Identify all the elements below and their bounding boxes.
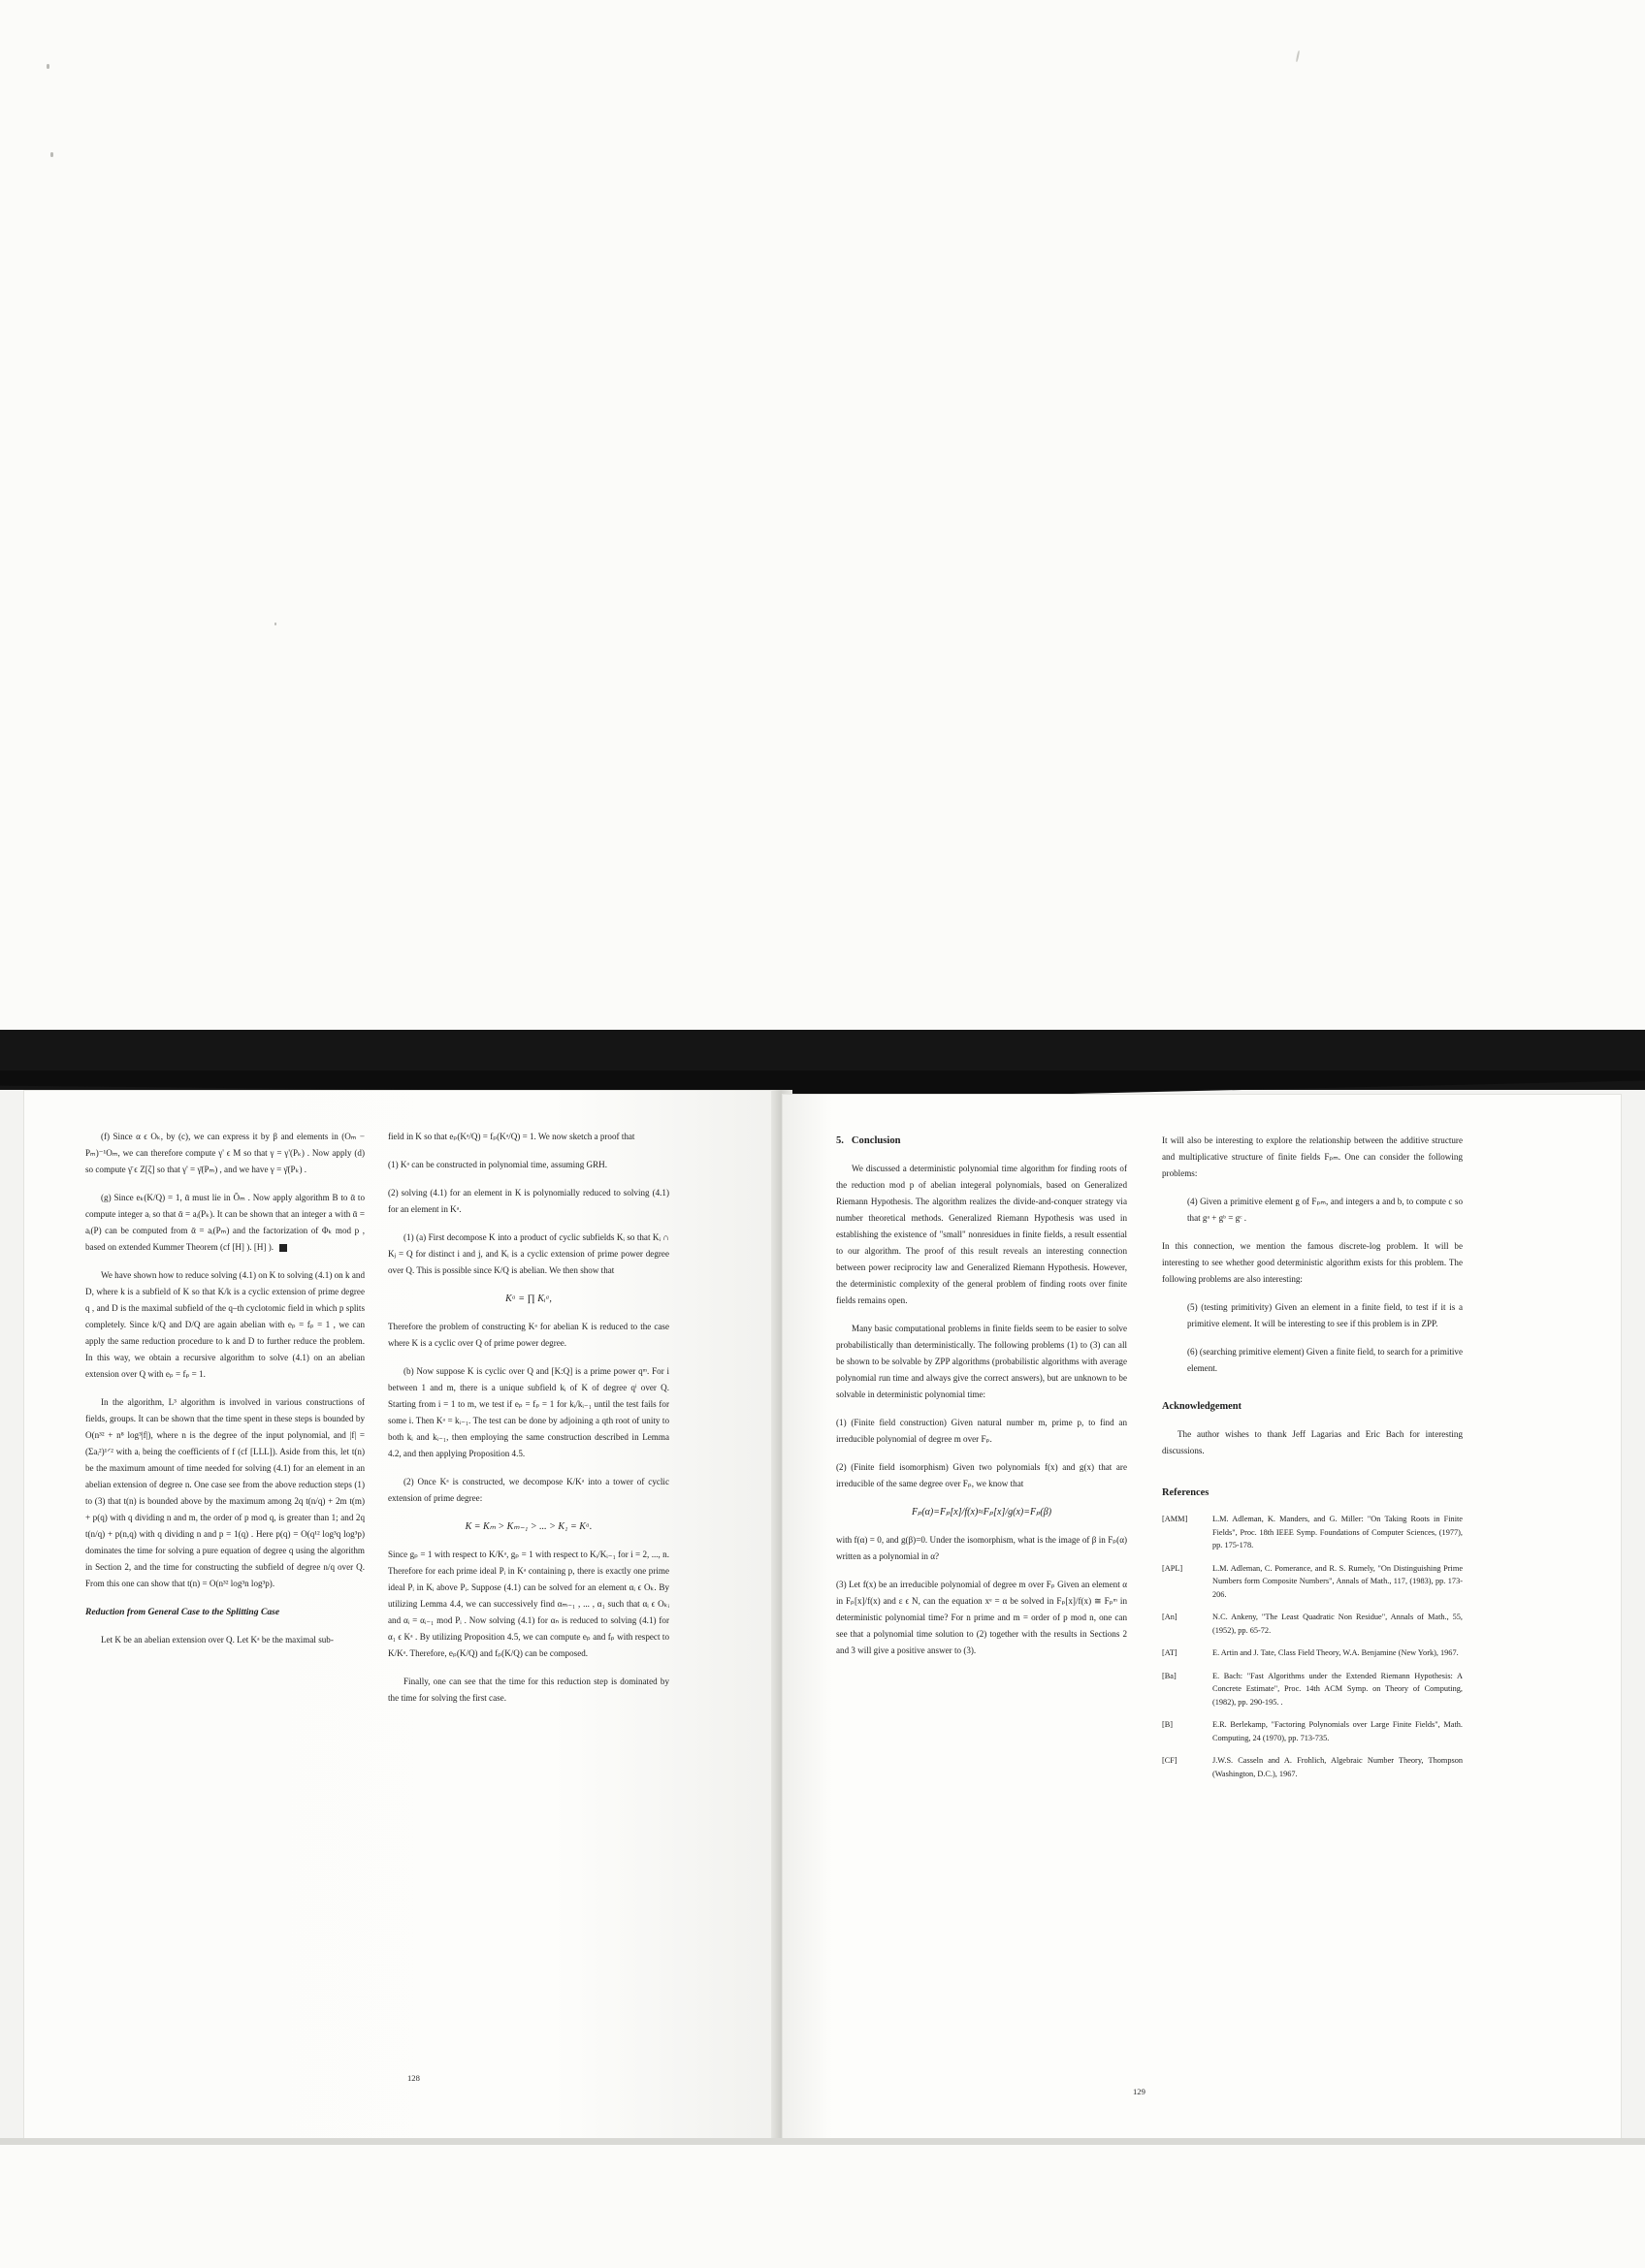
- references-heading: References: [1162, 1487, 1210, 1498]
- reference-text: E. Bach: "Fast Algorithms under the Extended Riemann Hypothesis: A Concrete Estimate", Proc. 14th ACM Symp. on Theory of Computing, (1982), pp. 290-195. .: [1212, 1671, 1463, 1707]
- reference-item: [1162, 1513, 1463, 1552]
- qed-square: [279, 1244, 287, 1252]
- problem-4: (4) Given a primitive element g of Fₚₘ, and integers a and b, to compute c so that gᵃ + gᵇ = gᶜ .: [1187, 1197, 1463, 1223]
- reference-list: [1162, 1513, 1463, 1780]
- paragraph-conclusion-1: We discussed a deterministic polynomial time algorithm for finding roots of the reduction mod p of abelian integeral polynomials, based on Generalized Riemann Hypothesis. The algorithm realizes the divide-and-conquer strategy via number theoretical methods. Generalized Riemann Hypothesis was used in establishing the existence of "small" nonresidues in finite fields, a result essential to our algorithm. The proof of this result reveals an interesting connection between power reciprocity law and Generalized Riemann Hypothesis. However, the deterministic complexity of the general problem of finding roots over finite fields remains open.: [836, 1164, 1127, 1305]
- folio-right: 129: [1133, 2087, 1145, 2096]
- acknowledgement-heading: Acknowledgement: [1162, 1401, 1242, 1412]
- paragraph-with-f-alpha: with f(α) = 0, and g(β)=0. Under the isomorphism, what is the image of β in Fₚ(α) written as a polynomial in α?: [836, 1535, 1127, 1561]
- acknowledgement-text: The author wishes to thank Jeff Lagarias and Eric Bach for interesting discussions.: [1162, 1429, 1463, 1455]
- formula-tower: K = Kₘ > Kₘ₋₁ > ... > K₁ = Kᵃ.: [465, 1521, 593, 1532]
- paragraph-finally: Finally, one can see that the time for this reduction step is dominated by the time for solving the first case.: [388, 1677, 669, 1703]
- subheading-reduction: Reduction from General Case to the Splitting Case: [85, 1607, 280, 1617]
- reference-item: [1162, 1718, 1463, 1744]
- dust-speck: [50, 152, 53, 157]
- reference-text: E. Artin and J. Tate, Class Field Theory, W.A. Benjamine (New York), 1967.: [1212, 1648, 1459, 1657]
- reference-key: [Ba]: [1162, 1671, 1177, 1680]
- right-page-column-1: [836, 1133, 1127, 1671]
- right-page-column-2: [1162, 1133, 1463, 1790]
- folio-left: 128: [407, 2073, 420, 2083]
- paragraph-g-text: (g) Since eₖ(K/Q) = 1, ᾱ must lie in Ōₘ . Now apply algorithm B to ᾱ to compute integer aᵢ so that ᾱ = aᵢ(Pₖ). It can be shown that an integer a with ᾱ = aᵢ(P) can be computed from ᾱ = aᵢ(Pₘ) and the factorization of Φₖ mod p , based on extended Kummer Theorem (cf [H] ).: [85, 1193, 365, 1252]
- dust-speck: [1296, 50, 1300, 62]
- paragraph-discrete-log: In this connection, we mention the famous discrete-log problem. It will be interesting to see whether good deterministic algorithm exists for this problem. The following problems are also interesting:: [1162, 1241, 1463, 1284]
- reference-item: [1162, 1670, 1463, 1709]
- reference-text: E.R. Berlekamp, "Factoring Polynomials over Large Finite Fields", Math. Computing, 24 (1970), pp. 713-735.: [1212, 1720, 1463, 1742]
- dust-speck: [47, 64, 49, 69]
- reference-text: L.M. Adleman, K. Manders, and G. Miller: "On Taking Roots in Finite Fields", Proc. 18th IEEE Symp. Foundations of Computer Sciences, (1977), pp. 175-178.: [1212, 1515, 1463, 1549]
- paragraph-1a: (1) (a) First decompose K into a product of cyclic subfields Kᵢ so that Kᵢ ∩ Kⱼ = Q for distinct i and j, and Kᵢ is a cyclic extension of prime power degree over Q. This is possible since K/Q is abelian. We then show that: [388, 1232, 669, 1275]
- paragraph-1b: (b) Now suppose K is cyclic over Q and [K:Q] is a prime power qᵐ. For i between 1 and m, there is a unique subfield kᵢ of K of degree qⁱ over Q. Starting from i = 1 to m, we test if eₚ = fₚ = 1 for kᵢ/kᵢ₋₁ until the test fails for some i. Then Kᵃ = kᵢ₋₁. The test can be done by adjoining a qth root of unity to both kᵢ and kᵢ₋₁, then employing the same construction described in Lemma 4.2, and then applying Proposition 4.5.: [388, 1366, 669, 1458]
- list-item-1: (1) Kᵃ can be constructed in polynomial time, assuming GRH.: [388, 1160, 607, 1169]
- reference-text: L.M. Adleman, C. Pomerance, and R. S. Rumely, "On Distinguishing Prime Numbers form Composite Numbers", Annals of Math., 117, (1983), pp. 173-206.: [1212, 1563, 1463, 1599]
- formula-product-of-subfields: Kᵃ = ∏ Kᵢᵃ,: [505, 1294, 552, 1304]
- reference-item: [1162, 1562, 1463, 1602]
- reference-text: N.C. Ankeny, "The Least Quadratic Non Residue", Annals of Math., 55, (1952), pp. 65-72.: [1212, 1613, 1463, 1635]
- scanner-background-bottom: [0, 2145, 1645, 2268]
- paragraph-field-intro: field in K so that eₚ(Kᵃ/Q) = fₚ(Kᵃ/Q) = 1. We now sketch a proof that: [388, 1132, 635, 1141]
- reference-text: J.W.S. Casseln and A. Frohlich, Algebraic Number Theory, Thompson (Washington, D.C.), 1967.: [1212, 1756, 1463, 1778]
- paragraph-additive-multiplicative: It will also be interesting to explore the relationship between the additive structure and multiplicative structure of finite fields Fₚₘ. One can consider the following problems:: [1162, 1135, 1463, 1178]
- paragraph-2: (2) Once Kᵃ is constructed, we decompose K/Kᵃ into a tower of cyclic extension of prime degree:: [388, 1477, 669, 1503]
- reference-key: [APL]: [1162, 1563, 1183, 1573]
- reference-item: [1162, 1754, 1463, 1780]
- reference-item: [1162, 1611, 1463, 1637]
- paragraph-since-g: Since gₚ = 1 with respect to K/Kᵃ, gₚ = 1 with respect to Kᵢ/Kᵢ₋₁ for i = 2, ..., n. Therefore for each prime ideal Pᵢ in Kᵃ containing p, there is exactly one prime ideal Pᵢ in Kᵢ above Pᵢ. Suppose (4.1) can be solved for an element αᵢ ϵ Oₖ. By utilizing Lemma 4.4, we can successively find αₘ₋₁ , ... , α₁ such that αᵢ ϵ Oₖᵢ and αᵢ = αᵢ₋₁ mod Pᵢ . Now solving (4.1) for αₙ is reduced to solving (4.1) for α₁ ϵ Kᵃ . By utilizing Proposition 4.5, we can compute eₚ and fₚ with respect to K/Kᵃ. Therefore, eₚ(K/Q) and fₚ(K/Q) can be composed.: [388, 1549, 669, 1658]
- formula-isomorphism: Fₚ(α)=Fₚ[x]/f(x)≈Fₚ[x]/g(x)=Fₚ(β): [911, 1507, 1052, 1517]
- paragraph-conclusion-2: Many basic computational problems in finite fields seem to be easier to solve probabilistically than deterministically. The following problems (1) to (3) can all be shown to be solvable by ZPP algorithms (probabilistic algorithms with average polynomial run time and always give the correct answers), but are unknown to be solvable in deterministic polynomial time:: [836, 1324, 1127, 1399]
- paragraph-f: (f) Since α ϵ Oₖ, by (c), we can express it by β and elements in (Oₘ − Pₘ)⁻¹Oₘ, we can therefore compute γ' ϵ M so that γ = γ'(Pₖ) . Now apply (d) so compute γ̄ ϵ Z[ζ] so that γ' = γ̄(Pₘ) , and we have γ = γ̄(Pₖ) .: [85, 1132, 365, 1174]
- problem-2: (2) (Finite field isomorphism) Given two polynomials f(x) and g(x) that are irreducible of the same degree over Fₚ, we know that: [836, 1462, 1127, 1488]
- reference-key: [An]: [1162, 1613, 1177, 1621]
- problem-6: (6) (searching primitive element) Given a finite field, to search for a primitive element.: [1187, 1347, 1463, 1373]
- dust-speck: [274, 623, 276, 625]
- list-item-2: (2) solving (4.1) for an element in K is polynomially reduced to solving (4.1) for an element in Kᵃ.: [388, 1188, 669, 1214]
- left-page-column-1: [85, 1129, 365, 1660]
- reference-key: [AMM]: [1162, 1515, 1188, 1523]
- section-heading-conclusion: [836, 1133, 1127, 1149]
- paragraph-let-k: Let K be an abelian extension over Q. Let Kᵃ be the maximal sub-: [101, 1635, 334, 1645]
- problem-5: (5) (testing primitivity) Given an element in a finite field, to test if it is a primitive element. It will be interesting to see if this problem is in ZPP.: [1187, 1302, 1463, 1328]
- reference-key: [AT]: [1162, 1648, 1177, 1657]
- paragraph-complexity: In the algorithm, L³ algorithm is involved in various constructions of fields, groups. It can be shown that the time spent in these steps is bounded by O(n³² + n⁸ log³|f|), where n is the degree of the input polynomial, and |f| = (Σaᵢ²)¹ᐟ² with aᵢ being the coefficients of f (cf [LLL]). Aside from this, let t(n) be the maximum amount of time needed for solving (4.1) for an element in an abelian extension of degree n. One case see from the above reduction steps (1) to (3) that t(n) is bounded above by the maximum among 2q t(n/q) + 2m t(m) + p(q) with q dividing n and m, the order of p mod q, is greater than 1; and 2q t(n/q) + p(n,q) with q dividing n and p = 1(q) . Here p(q) = O(q¹² log³q log³p) dominates the time for solving a pure equation of degree q using the algorithm in Section 2, and the time for constructing the subfield of degree n/q over Q. From this one can show that t(n) = O(n³² log³n log³p).: [85, 1397, 365, 1588]
- section-title: Conclusion: [851, 1135, 901, 1146]
- reference-item: [1162, 1646, 1463, 1660]
- scanner-background-top: [0, 0, 1645, 1031]
- paragraph-reduction-summary: We have shown how to reduce solving (4.1) on K to solving (4.1) on k and D, where k is a subfield of K so that K/k is a cyclic extension of prime degree q , and D is the maximal subfield of the q–th cyclotomic field in which p splits completely. Since k/Q and D/Q are again abelian with eₚ = fₚ = 1 , we can apply the same reduction procedure to k and D to further reduce the problem. In this way, we obtain a recursive algorithm to solve (4.1) on an abelian extension over Q with eₚ = fₚ = 1.: [85, 1270, 365, 1379]
- problem-3: (3) Let f(x) be an irreducible polynomial of degree m over Fₚ Given an element α in Fₚ[x]/f(x) and ε ϵ N, can the equation xᵉ = α be solved in Fₚ[x]/f(x) ≅ Fₚᵐ in deterministic polynomial time? For n prime and m = order of p mod n, one can see that a polynomial time solution to (2) together with the results in Sections 2 and 3 will give a positive answer to (3).: [836, 1580, 1127, 1655]
- left-page-column-2: [388, 1129, 669, 1718]
- paragraph-g: (g) Since eₖ(K/Q) = 1, ᾱ must lie in Ōₘ . Now apply algorithm B to ᾱ to compute integer aᵢ so that ᾱ = aᵢ(Pₖ). It can be shown that an integer a with ᾱ = aᵢ(P) can be computed from ᾱ = aᵢ(Pₘ) and the factorization of Φₖ mod p , based on extended Kummer Theorem (cf [H] ). [H] ).: [85, 1193, 365, 1252]
- reference-key: [B]: [1162, 1720, 1174, 1729]
- problem-1: (1) (Finite field construction) Given natural number m, prime p, to find an irreducible polynomial of degree m over Fₚ.: [836, 1418, 1127, 1444]
- section-number: 5.: [836, 1135, 844, 1146]
- reference-key: [CF]: [1162, 1756, 1177, 1765]
- paragraph-therefore: Therefore the problem of constructing Kᵃ for abelian K is reduced to the case where K is a cyclic over Q of prime power degree.: [388, 1322, 669, 1348]
